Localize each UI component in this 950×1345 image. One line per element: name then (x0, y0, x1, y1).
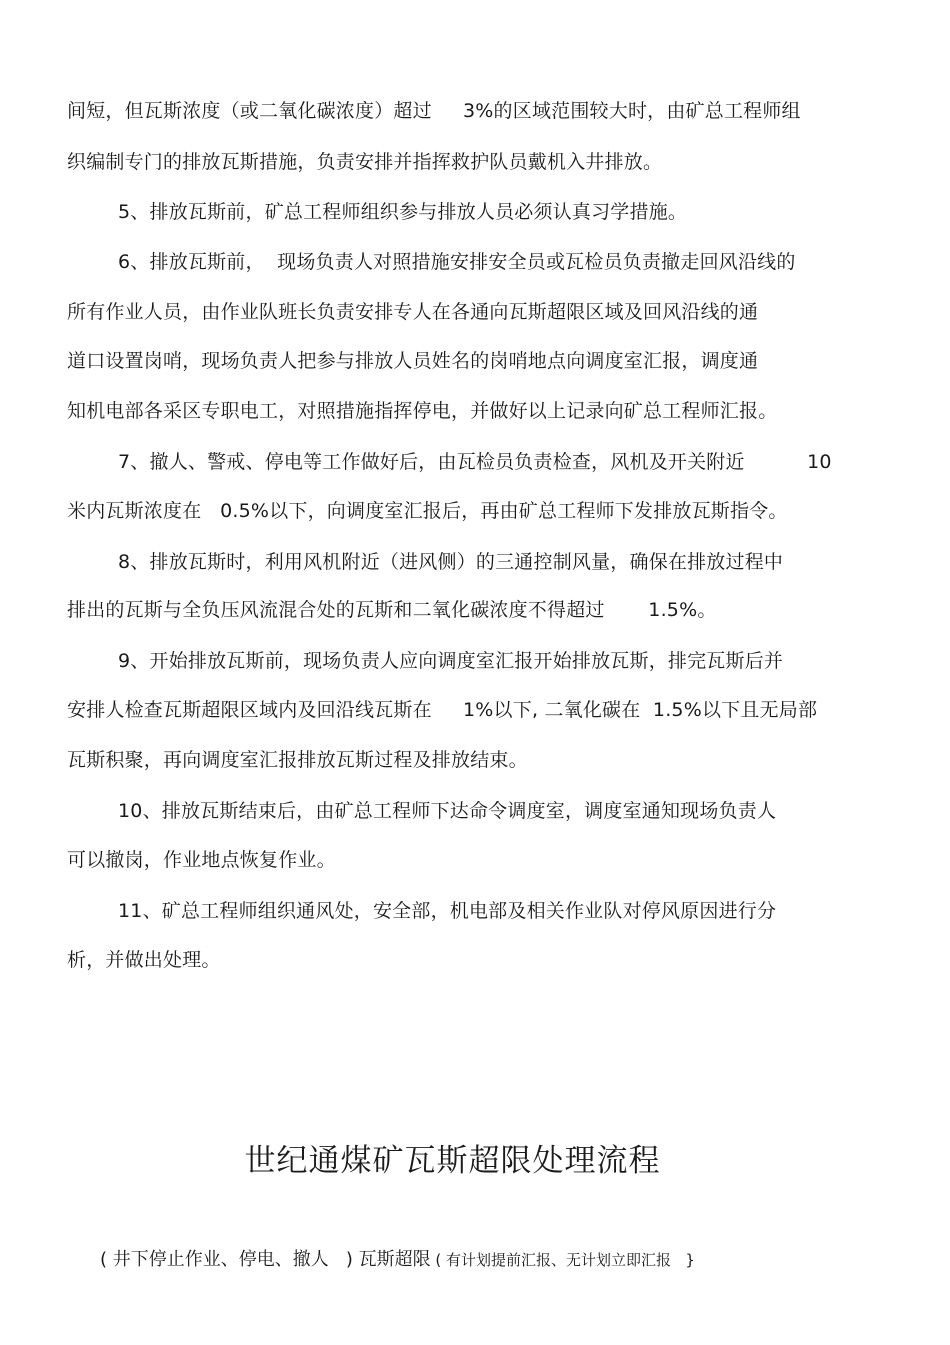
body-line-5: 所有作业人员，由作业队班长负责安排专人在各通向瓦斯超限区域及回风沿线的通 (67, 301, 759, 323)
page-title: 世纪通煤矿瓦斯超限处理流程 (244, 1143, 661, 1179)
flow-step-note: ( 有计划提前汇报、无计划立即汇报 } (430, 1251, 695, 1269)
body-line-11: 排出的瓦斯与全负压风流混合处的瓦斯和二氧化碳浓度不得超过 1.5%。 (67, 599, 717, 621)
body-line-17: 11、矿总工程师组织通风处，安全部，机电部及相关作业队对停风原因进行分 (118, 900, 777, 922)
body-line-2: 织编制专门的排放瓦斯措施，负责安排并指挥救护队员戴机入井排放。 (67, 151, 663, 173)
flow-step-main: ( 井下停止作业、停电、撤人 ) 瓦斯超限 (100, 1249, 431, 1270)
body-line-3: 5、排放瓦斯前，矿总工程师组织参与排放人员必须认真习学措施。 (118, 201, 688, 223)
body-line-7: 知机电部各采区专职电工，对照措施指挥停电，并做好以上记录向矿总工程师汇报。 (67, 400, 778, 422)
body-line-10: 8、排放瓦斯时，利用风机附近（进风侧）的三通控制风量，确保在排放过程中 (118, 551, 784, 573)
body-line-4: 6、排放瓦斯前， 现场负责人对照措施安排安全员或瓦检员负责撤走回风沿线的 (118, 251, 796, 273)
body-line-1: 间短，但瓦斯浓度（或二氧化碳浓度）超过 3%的区域范围较大时，由矿总工程师组 (67, 100, 801, 122)
body-line-6: 道口设置岗哨，现场负责人把参与排放人员姓名的岗哨地点向调度室汇报，调度通 (67, 350, 759, 372)
body-line-8: 7、撤人、警戒、停电等工作做好后，由瓦检员负责检查，风机及开关附近 10 (118, 451, 832, 473)
body-line-12: 9、开始排放瓦斯前，现场负责人应向调度室汇报开始排放瓦斯，排完瓦斯后并 (118, 650, 784, 672)
body-line-9: 米内瓦斯浓度在 0.5%以下，向调度室汇报后，再由矿总工程师下发排放瓦斯指令。 (67, 500, 788, 522)
body-line-16: 可以撤岗，作业地点恢复作业。 (67, 849, 336, 871)
flow-first-step (100, 1248, 695, 1272)
body-line-15: 10、排放瓦斯结束后，由矿总工程师下达命令调度室，调度室通知现场负责人 (118, 800, 777, 822)
body-line-13: 安排人检查瓦斯超限区域内及回沿线瓦斯在 1%以下, 二氧化碳在 1.5%以下且无局部 (67, 699, 818, 721)
body-line-14: 瓦斯积聚，再向调度室汇报排放瓦斯过程及排放结束。 (67, 749, 528, 771)
body-line-18: 析，并做出处理。 (67, 949, 221, 971)
